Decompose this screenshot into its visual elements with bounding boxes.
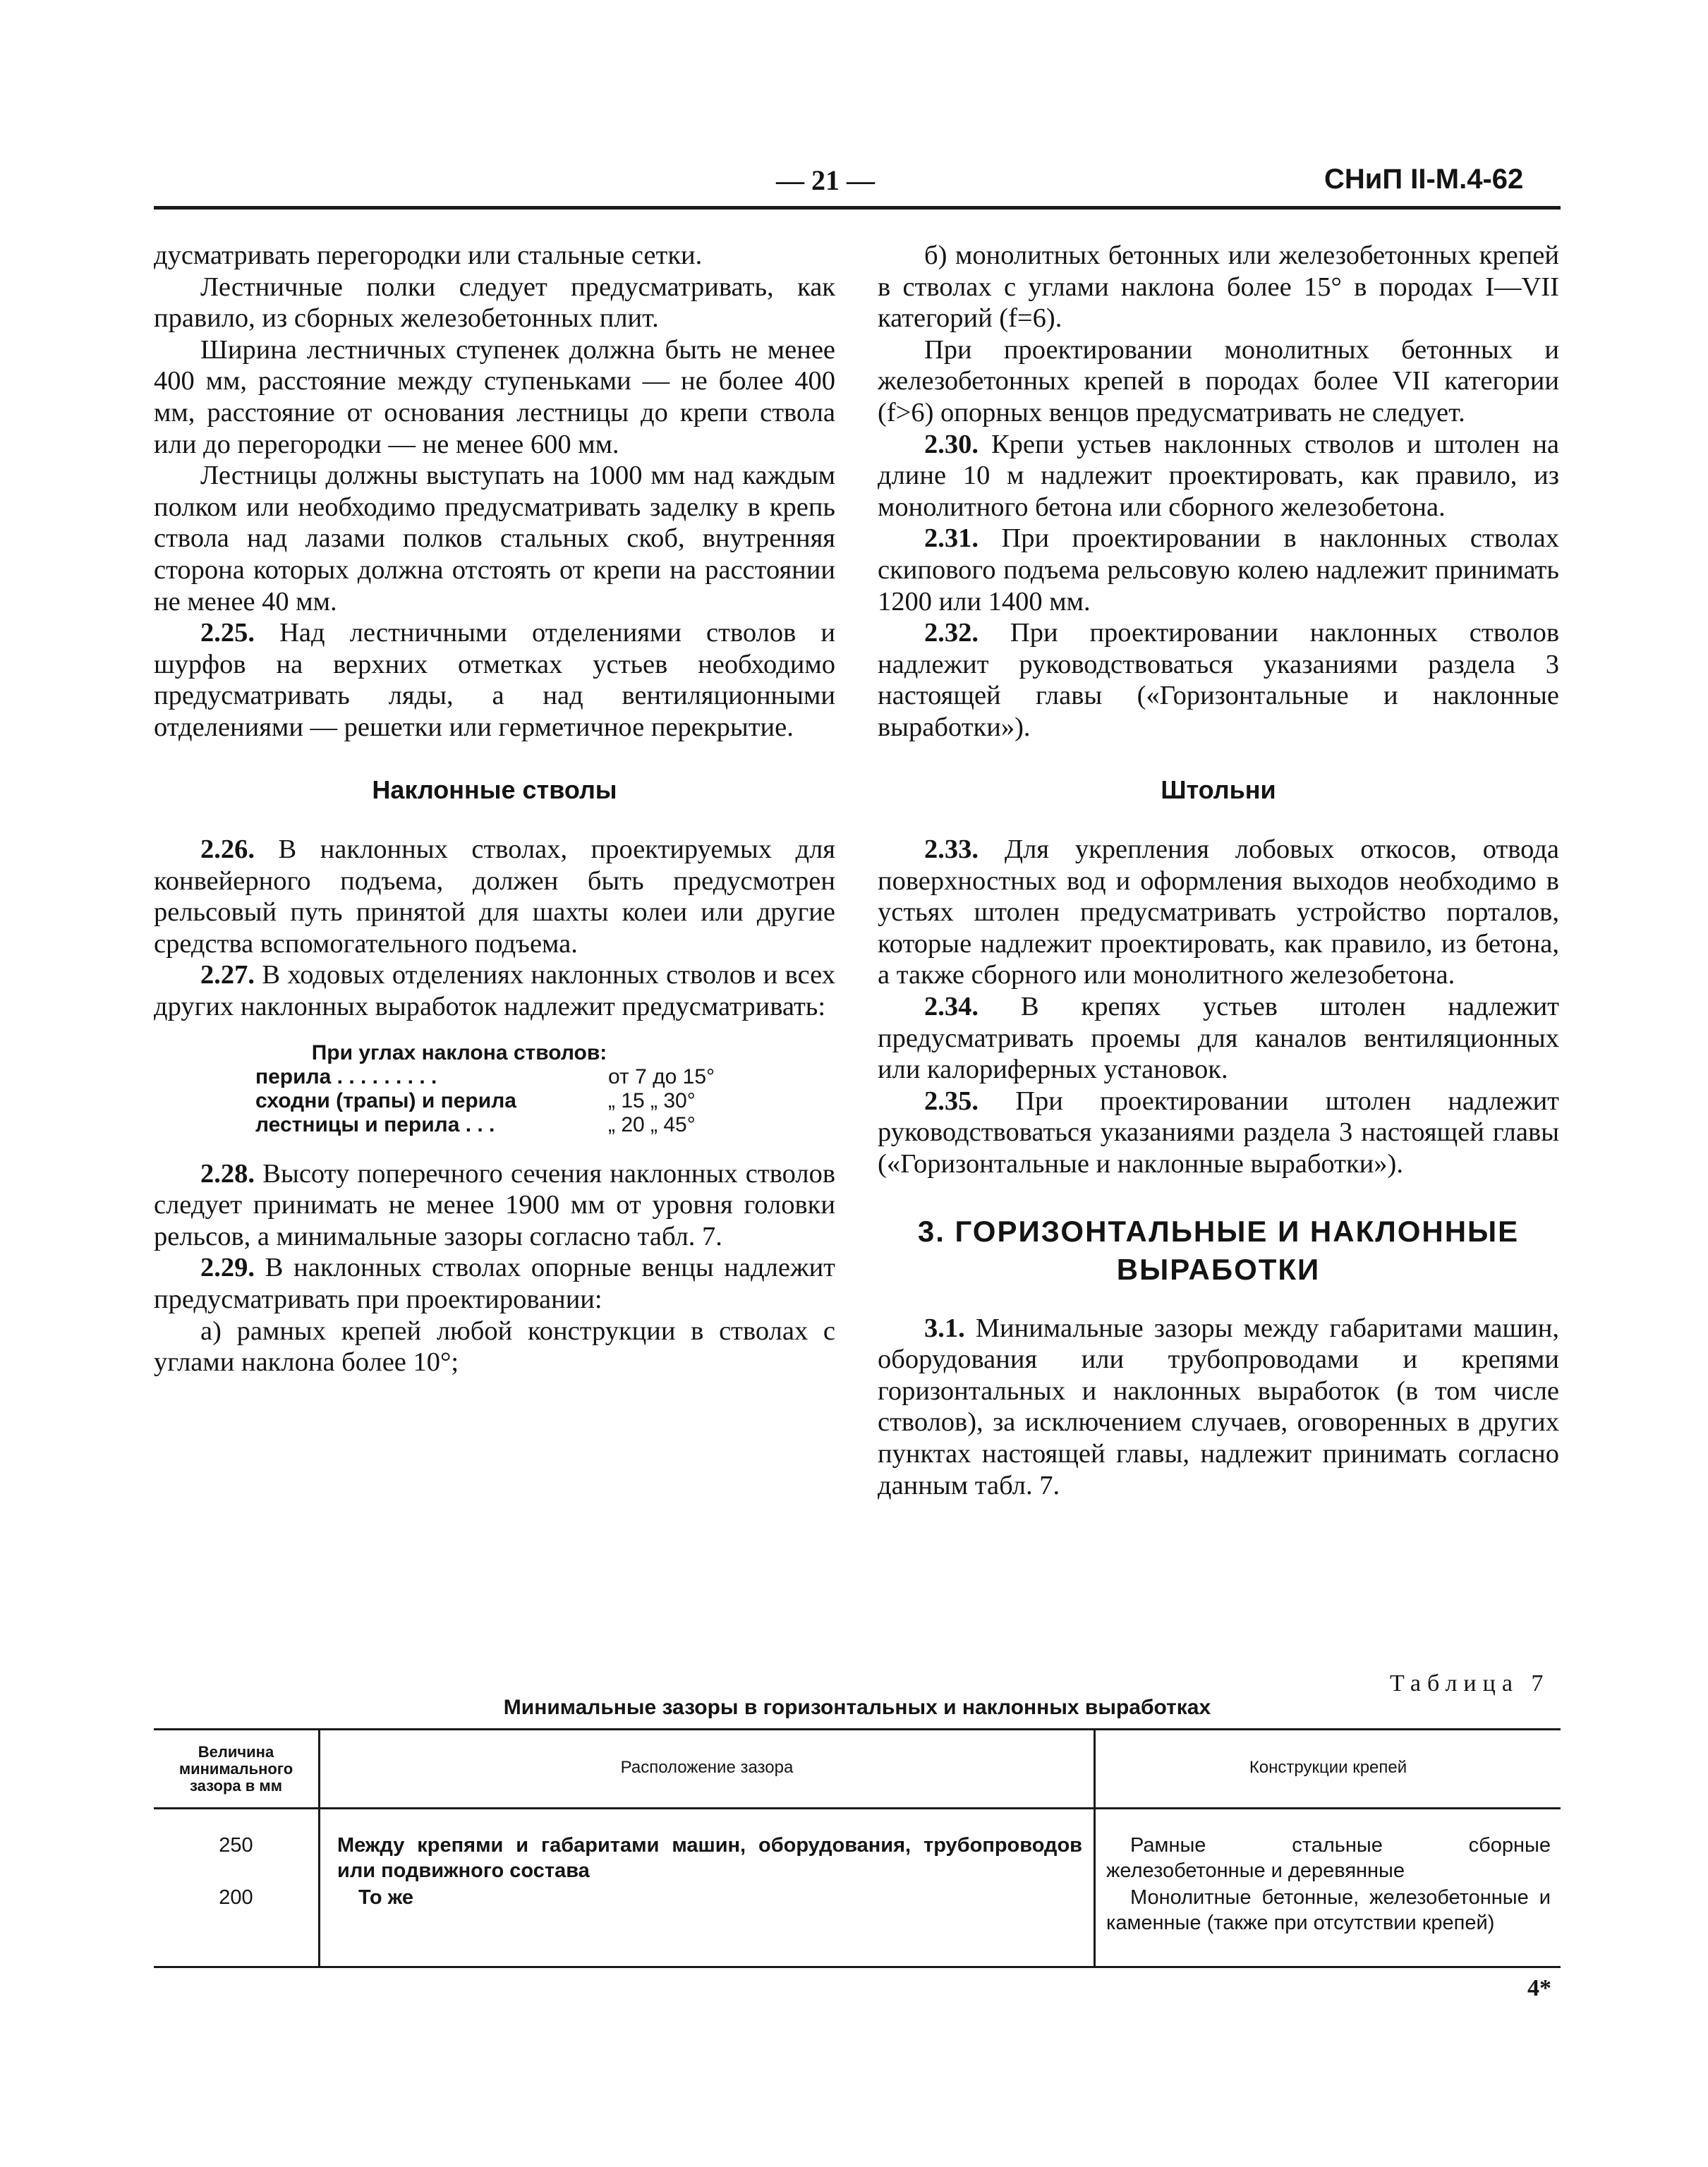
clause-number: 2.26. (200, 834, 255, 865)
clause-text: В наклонных стволах, проектируемых для конвейерного подъема, должен быть предусмотрен рельсовый путь принятой для шахты колеи или другие средства вспомогательного подъема. (154, 834, 835, 959)
clause-2-31 (878, 523, 1559, 617)
signature-mark: 4* (1527, 1975, 1551, 2001)
document-code: СНиП II-М.4-62 (1324, 164, 1524, 195)
angle-list-caption: При углах наклона стволов: (311, 1040, 607, 1064)
left-column (154, 240, 835, 1378)
angle-row (154, 1065, 835, 1089)
paragraph-continuation: дусматривать перегородки или стальные сетки. (154, 241, 703, 270)
clause-text: Крепи устьев наклонных стволов и штолен на длине 10 м надлежит проектировать, как правило, из монолитного бетона или сборного железобетона. (878, 429, 1560, 522)
clause-number: 3.1. (924, 1313, 965, 1343)
clause-number: 2.31. (924, 523, 979, 554)
angle-item: перила . . . . . . . . . (255, 1064, 437, 1088)
clause-number: 2.33. (924, 834, 979, 865)
clause-2-26 (154, 834, 835, 959)
right-column (878, 240, 1559, 1501)
angle-row (154, 1113, 835, 1137)
clause-text: Для укрепления лобовых откосов, отвода поверхностных вод и оформления выходов необходимо в устьях штолен предусматривать устройство порталов, которые надлежит проектировать, как правило, из бетона, а также сборного или монолитного железобетона. (878, 834, 1559, 990)
clause-3-1 (878, 1313, 1559, 1502)
clause-text: В крепях устьев штолен надлежит предусматривать проемы для каналов вентиляционных или калориферных установок. (878, 992, 1559, 1085)
header-rule (154, 206, 1561, 210)
heading-adits: Штольни (1161, 775, 1276, 804)
clause-text: При проектировании наклонных стволов надлежит руководствоваться указаниями раздела 3 настоящей главы («Горизонтальные и наклонные выработки»). (878, 618, 1559, 742)
clause-2-27 (154, 959, 835, 1022)
table-cell-value: 200 (219, 1886, 253, 1909)
clause-text: В ходовых отделениях наклонных стволов и всех других наклонных выработок надлежит предусматривать: (154, 960, 836, 1022)
table-bottom-rule (154, 1966, 1561, 1968)
clause-2-30 (878, 429, 1559, 523)
clause-text: Над лестничными отделениями стволов и шурфов на верхних отметках устьев необходимо предусматривать ляды, а над вентиляционными отделениями — решетки или герметичное перекрытие. (154, 618, 835, 742)
angle-range: „ 15 „ 30° (608, 1088, 696, 1112)
section-3-title: 3. ГОРИЗОНТАЛЬНЫЕ И НАКЛОННЫЕ ВЫРАБОТКИ (917, 1214, 1520, 1286)
table-top-rule (154, 1728, 1561, 1730)
angle-item: сходни (трапы) и перила (255, 1088, 516, 1112)
clause-2-29-b: б) монолитных бетонных или железобетонных крепей в стволах с углами наклона более 15° в породах I—VII категорий (f=6). (878, 241, 1559, 334)
paragraph-ladder-shelves: Лестничные полки следует предусматривать, как правило, из сборных железобетонных плит. (154, 272, 835, 334)
table-cell-location: То же (358, 1886, 413, 1909)
clause-2-32 (878, 617, 1559, 743)
clause-number: 2.29. (200, 1253, 255, 1283)
clause-number: 2.30. (924, 429, 979, 459)
table-title: Минимальные зазоры в горизонтальных и наклонных выработках (503, 1696, 1211, 1719)
table-cell-location: Между крепями и габаритами машин, оборудования, трубопроводов или подвижного состава (337, 1834, 1082, 1882)
table-cell-value: 250 (219, 1834, 253, 1857)
clause-number: 2.35. (924, 1086, 979, 1116)
angle-list (154, 1041, 835, 1137)
clause-text: Минимальные зазоры между габаритами машин, оборудования или трубопроводами и крепями горизонтальных и наклонных выработок (в том числе стволов), за исключением случаев, оговоренных в других пунктах настоящей главы, надлежит принимать согласно данным табл. 7. (878, 1313, 1559, 1500)
clause-number: 2.28. (200, 1158, 255, 1189)
clause-number: 2.34. (924, 992, 979, 1022)
clause-number: 2.27. (200, 960, 255, 990)
clause-2-35 (878, 1086, 1559, 1180)
table-label: Таблица 7 (1390, 1670, 1550, 1696)
table-cell-support: Рамные стальные сборные железобетонные и деревянные (1106, 1834, 1551, 1882)
clause-2-25 (154, 617, 835, 743)
angle-row (154, 1089, 835, 1113)
clause-number: 2.32. (924, 618, 979, 648)
table-7 (154, 1728, 1561, 1968)
clause-text: Высоту поперечного сечения наклонных стволов следует принимать не менее 1900 мм от уровня головки рельсов, а минимальные зазоры согласно табл. 7. (154, 1158, 835, 1251)
clause-text: В наклонных стволах опорные венцы надлежит предусматривать при проектировании: (154, 1253, 836, 1315)
clause-text: При проектировании штолен надлежит руководствоваться указаниями раздела 3 настоящей главы («Горизонтальные и наклонные выработки»). (878, 1086, 1560, 1179)
clause-2-29 (154, 1252, 835, 1315)
angle-item: лестницы и перила . . . (255, 1112, 495, 1136)
angle-range: от 7 до 15° (608, 1064, 715, 1088)
table-cell-support: Монолитные бетонные, железобетонные и каменные (также при отсутствии крепей) (1106, 1886, 1551, 1934)
table-header-support: Конструкции крепей (1249, 1758, 1407, 1777)
clause-2-33 (878, 834, 1559, 991)
paragraph-monolithic: При проектировании монолитных бетонных и железобетонных крепей в породах более VII категории (f>6) опорных венцов предусматривать не следует. (878, 334, 1559, 427)
clause-2-34 (878, 991, 1559, 1086)
table-header-rule (154, 1807, 1561, 1809)
clause-2-29-a: а) рамных крепей любой конструкции в стволах с углами наклона более 10°; (154, 1316, 835, 1378)
table-header-value: Величина минимального зазора в мм (178, 1743, 293, 1795)
clause-2-28 (154, 1158, 835, 1253)
page-number: — 21 — (776, 164, 875, 196)
angle-range: „ 20 „ 45° (608, 1112, 696, 1136)
table-header-location: Расположение зазора (620, 1758, 794, 1777)
heading-inclined-shafts: Наклонные стволы (372, 775, 617, 804)
clause-number: 2.25. (200, 618, 255, 648)
clause-text: При проектировании в наклонных стволах скипового подъема рельсовую колею надлежит принимать 1200 или 1400 мм. (878, 523, 1559, 617)
paragraph-step-width: Ширина лестничных ступенек должна быть не менее 400 мм, расстояние между ступеньками — не более 400 мм, расстояние от основания лестницы до крепи ствола или до перегородки — не менее 600 мм. (154, 334, 835, 459)
paragraph-ladders: Лестницы должны выступать на 1000 мм над каждым полком или необходимо предусматривать заделку в крепь ствола над лазами полков стальных скоб, внутренняя сторона которых должна отстоять от крепи на расстоянии не менее 40 мм. (154, 461, 835, 617)
